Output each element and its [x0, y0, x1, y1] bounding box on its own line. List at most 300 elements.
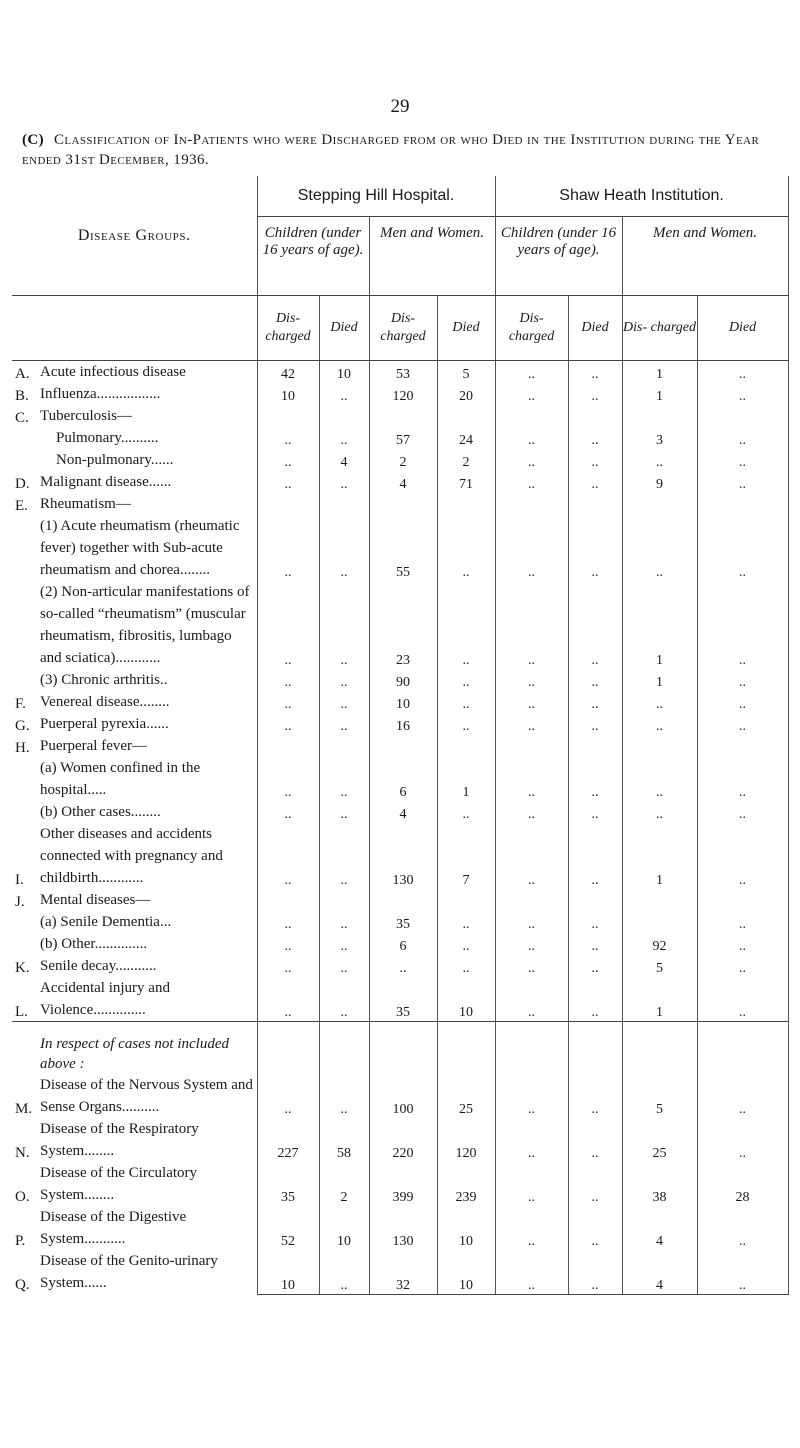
value-cell: .. [622, 713, 697, 735]
table-row [12, 889, 788, 911]
col-header-died: Died [319, 296, 369, 361]
row-letter: A. [15, 366, 30, 382]
value-cell: .. [437, 669, 495, 691]
row-label-cell [12, 823, 257, 889]
row-label-cell [12, 735, 257, 757]
row-label: (a) Senile Dementia... [40, 914, 172, 930]
row-label-cell [12, 471, 257, 493]
value-cell [495, 493, 568, 515]
value-cell [437, 405, 495, 427]
value-cell [697, 493, 788, 515]
value-cell [437, 889, 495, 911]
value-cell: 52 [257, 1206, 319, 1250]
value-cell: .. [568, 515, 622, 581]
row-label-cell [12, 691, 257, 713]
value-cell: .. [495, 691, 568, 713]
blank-cell [12, 296, 257, 361]
row-label: (3) Chronic arthritis.. [40, 672, 168, 688]
row-letter: K. [15, 960, 30, 976]
row-letter: M. [15, 1101, 33, 1117]
row-letter: H. [15, 740, 30, 756]
table-row [12, 427, 788, 449]
value-cell [568, 735, 622, 757]
value-cell: 57 [369, 427, 437, 449]
row-letter: C. [15, 410, 29, 426]
col-header-died: Died [437, 296, 495, 361]
table-row [12, 735, 788, 757]
table-row [12, 933, 788, 955]
row-letter: B. [15, 388, 29, 404]
value-cell: .. [697, 823, 788, 889]
value-cell: 130 [369, 1206, 437, 1250]
value-cell: 10 [257, 383, 319, 405]
row-label-cell [12, 1162, 257, 1206]
value-cell: .. [319, 977, 369, 1022]
value-cell: .. [319, 515, 369, 581]
stepping-hill-header: Stepping Hill Hospital. [257, 176, 495, 217]
row-letter: I. [15, 872, 24, 888]
table-row [12, 449, 788, 471]
value-cell [319, 405, 369, 427]
value-cell: 53 [369, 361, 437, 384]
row-label: Mental diseases— [40, 892, 151, 908]
row-label-cell [12, 669, 257, 691]
value-cell: .. [568, 1074, 622, 1118]
value-cell: 100 [369, 1074, 437, 1118]
value-cell: 10 [437, 1206, 495, 1250]
value-cell: .. [622, 515, 697, 581]
value-cell: .. [369, 955, 437, 977]
row-label: Disease of the Nervous System and Sense Organs.......... [40, 1077, 253, 1115]
page-number: 29 [390, 96, 410, 117]
row-label-cell [12, 383, 257, 405]
value-cell: 28 [697, 1162, 788, 1206]
value-cell [622, 889, 697, 911]
row-label: Venereal disease........ [40, 694, 170, 710]
row-label: (a) Women confined in the hospital..... [40, 760, 201, 798]
value-cell: 10 [319, 361, 369, 384]
value-cell: 42 [257, 361, 319, 384]
blank-cell [257, 1022, 319, 1075]
value-cell: .. [697, 471, 788, 493]
value-cell: 120 [437, 1118, 495, 1162]
value-cell: .. [319, 911, 369, 933]
value-cell: .. [319, 713, 369, 735]
value-cell: .. [568, 713, 622, 735]
row-letter: Q. [15, 1277, 30, 1293]
value-cell: .. [697, 955, 788, 977]
row-label-cell [12, 1074, 257, 1118]
value-cell: 58 [319, 1118, 369, 1162]
value-cell: 4 [369, 471, 437, 493]
row-label-cell [12, 405, 257, 427]
value-cell: .. [495, 361, 568, 384]
value-cell: 92 [622, 933, 697, 955]
value-cell: .. [697, 1074, 788, 1118]
value-cell: .. [568, 449, 622, 471]
value-cell: .. [495, 1206, 568, 1250]
table-row [12, 911, 788, 933]
value-cell: 24 [437, 427, 495, 449]
value-cell: .. [568, 383, 622, 405]
value-cell: 239 [437, 1162, 495, 1206]
table-row [12, 757, 788, 801]
blank-cell [495, 1022, 568, 1075]
value-cell [319, 493, 369, 515]
col-header-discharged: Dis- charged [369, 296, 437, 361]
row-label-cell [12, 1118, 257, 1162]
value-cell: .. [568, 757, 622, 801]
value-cell: .. [568, 361, 622, 384]
value-cell: .. [257, 691, 319, 713]
value-cell: 2 [369, 449, 437, 471]
table-row [12, 977, 788, 1022]
value-cell: .. [495, 515, 568, 581]
value-cell: .. [495, 471, 568, 493]
value-cell: 10 [437, 977, 495, 1022]
value-cell: .. [257, 955, 319, 977]
group-adults-sh: Men and Women. [369, 217, 495, 296]
value-cell: .. [622, 757, 697, 801]
value-cell: 71 [437, 471, 495, 493]
value-cell: 35 [257, 1162, 319, 1206]
value-cell [369, 889, 437, 911]
value-cell: 3 [622, 427, 697, 449]
row-label: Disease of the Digestive System........... [40, 1209, 187, 1247]
value-cell: .. [568, 471, 622, 493]
value-cell: .. [622, 691, 697, 713]
value-cell [369, 735, 437, 757]
value-cell [568, 405, 622, 427]
value-cell: .. [319, 669, 369, 691]
value-cell: 2 [319, 1162, 369, 1206]
value-cell: .. [568, 933, 622, 955]
row-letter: J. [15, 894, 25, 910]
value-cell [622, 405, 697, 427]
row-label-cell [12, 1250, 257, 1294]
value-cell: .. [319, 801, 369, 823]
value-cell: 9 [622, 471, 697, 493]
blank-cell [622, 1022, 697, 1075]
value-cell: .. [437, 801, 495, 823]
value-cell [319, 735, 369, 757]
group-children-sh: Children (under 16 years of age). [257, 217, 369, 296]
table-row [12, 801, 788, 823]
value-cell: .. [568, 955, 622, 977]
value-cell: .. [257, 669, 319, 691]
row-label: Rheumatism— [40, 496, 131, 512]
value-cell: .. [568, 823, 622, 889]
value-cell: .. [697, 1118, 788, 1162]
value-cell: 4 [622, 1206, 697, 1250]
value-cell: .. [495, 977, 568, 1022]
value-cell: .. [319, 471, 369, 493]
value-cell: 25 [622, 1118, 697, 1162]
table-row [12, 1206, 788, 1250]
blank-cell [697, 1022, 788, 1075]
value-cell: .. [697, 977, 788, 1022]
disease-groups-header: Disease Groups. [12, 176, 257, 296]
value-cell: .. [697, 1206, 788, 1250]
value-cell: .. [568, 427, 622, 449]
value-cell: 20 [437, 383, 495, 405]
value-cell: .. [495, 823, 568, 889]
value-cell: .. [319, 955, 369, 977]
value-cell: .. [622, 801, 697, 823]
value-cell: .. [319, 383, 369, 405]
row-letter: F. [15, 696, 26, 712]
blank-cell [437, 1022, 495, 1075]
table-row [12, 1118, 788, 1162]
inpatient-classification-table [12, 176, 789, 1295]
row-label: (2) Non-articular manifestations of so-called “rheumatism” (muscular rheumatism, fibrositis, lumbago and sciatica)............ [40, 584, 250, 666]
value-cell: .. [257, 757, 319, 801]
caption-label: (C) [22, 132, 45, 148]
value-cell [697, 889, 788, 911]
table-row [12, 1074, 788, 1118]
value-cell [495, 889, 568, 911]
value-cell: 10 [369, 691, 437, 713]
value-cell: .. [257, 713, 319, 735]
value-cell: .. [697, 691, 788, 713]
row-label: Malignant disease...... [40, 474, 172, 490]
value-cell: 6 [369, 933, 437, 955]
row-label-cell [12, 1206, 257, 1250]
value-cell: .. [697, 515, 788, 581]
table-row [12, 405, 788, 427]
table-row [12, 955, 788, 977]
value-cell: .. [257, 977, 319, 1022]
value-cell: .. [622, 449, 697, 471]
blank-cell [568, 1022, 622, 1075]
value-cell: .. [257, 581, 319, 669]
value-cell: .. [437, 955, 495, 977]
col-header-discharged: Dis- charged [257, 296, 319, 361]
value-cell [319, 889, 369, 911]
col-header-discharged: Dis- charged [495, 296, 568, 361]
blank-cell [369, 1022, 437, 1075]
row-letter: O. [15, 1189, 30, 1205]
value-cell: 4 [369, 801, 437, 823]
row-label-cell [12, 493, 257, 515]
value-cell: .. [697, 933, 788, 955]
row-label: Senile decay........... [40, 958, 157, 974]
row-label: Acute infectious disease [40, 364, 186, 380]
table-row [12, 713, 788, 735]
value-cell: .. [697, 449, 788, 471]
row-label-cell [12, 889, 257, 911]
value-cell: .. [437, 911, 495, 933]
value-cell [622, 493, 697, 515]
value-cell: .. [319, 691, 369, 713]
value-cell: .. [437, 933, 495, 955]
value-cell: .. [495, 669, 568, 691]
value-cell: .. [697, 713, 788, 735]
value-cell: .. [437, 691, 495, 713]
value-cell [495, 405, 568, 427]
value-cell: 38 [622, 1162, 697, 1206]
value-cell: .. [319, 427, 369, 449]
value-cell: 35 [369, 911, 437, 933]
value-cell [697, 735, 788, 757]
value-cell: .. [257, 823, 319, 889]
row-label-cell [12, 449, 257, 471]
row-letter: P. [15, 1233, 26, 1249]
row-label: (b) Other cases........ [40, 804, 161, 820]
value-cell: 4 [319, 449, 369, 471]
value-cell: 1 [622, 823, 697, 889]
row-label: Other diseases and accidents connected with pregnancy and childbirth............ [40, 826, 223, 886]
value-cell [495, 735, 568, 757]
value-cell: 23 [369, 581, 437, 669]
row-label: Tuberculosis— [40, 408, 132, 424]
row-letter: L. [15, 1004, 28, 1020]
value-cell: 1 [437, 757, 495, 801]
table-row [12, 383, 788, 405]
value-cell: .. [697, 427, 788, 449]
value-cell: 10 [437, 1250, 495, 1294]
value-cell: 5 [622, 1074, 697, 1118]
value-cell: 5 [622, 955, 697, 977]
value-cell: .. [319, 823, 369, 889]
value-cell: .. [568, 1250, 622, 1294]
value-cell [437, 493, 495, 515]
value-cell: .. [319, 581, 369, 669]
row-letter: D. [15, 476, 30, 492]
value-cell: 1 [622, 669, 697, 691]
value-cell [257, 735, 319, 757]
row-label-cell [12, 361, 257, 384]
table-caption [22, 130, 782, 170]
table-row [12, 581, 788, 669]
value-cell: 55 [369, 515, 437, 581]
row-label: (b) Other.............. [40, 936, 148, 952]
value-cell: .. [697, 801, 788, 823]
row-label-cell [12, 757, 257, 801]
value-cell: .. [495, 801, 568, 823]
value-cell: .. [495, 757, 568, 801]
table-row [12, 471, 788, 493]
value-cell: .. [568, 801, 622, 823]
table-row [12, 515, 788, 581]
value-cell: .. [568, 911, 622, 933]
row-label: Disease of the Genito-urinary System...... [40, 1253, 218, 1291]
value-cell: 90 [369, 669, 437, 691]
value-cell: 120 [369, 383, 437, 405]
value-cell: 220 [369, 1118, 437, 1162]
value-cell [257, 405, 319, 427]
col-header-discharged: Dis- charged [622, 296, 697, 361]
value-cell: .. [697, 383, 788, 405]
value-cell: 399 [369, 1162, 437, 1206]
row-label-cell [12, 801, 257, 823]
value-cell: .. [495, 933, 568, 955]
value-cell: .. [495, 911, 568, 933]
value-cell: 1 [622, 361, 697, 384]
value-cell: .. [495, 1118, 568, 1162]
row-letter: G. [15, 718, 30, 734]
value-cell: 25 [437, 1074, 495, 1118]
value-cell: .. [495, 449, 568, 471]
value-cell: 7 [437, 823, 495, 889]
value-cell [622, 735, 697, 757]
value-cell [369, 493, 437, 515]
value-cell: 1 [622, 581, 697, 669]
table-row [12, 493, 788, 515]
table-row [12, 361, 788, 384]
table-row [12, 691, 788, 713]
value-cell: .. [495, 581, 568, 669]
value-cell [257, 889, 319, 911]
shaw-heath-header: Shaw Heath Institution. [495, 176, 788, 217]
row-label: Disease of the Circulatory System........ [40, 1165, 198, 1203]
value-cell: .. [257, 801, 319, 823]
value-cell: .. [257, 911, 319, 933]
value-cell: .. [495, 383, 568, 405]
row-label: (1) Acute rheumatism (rheumatic fever) together with Sub-acute rheumatism and chorea........ [40, 518, 240, 578]
row-label: Puerperal pyrexia...... [40, 716, 169, 732]
value-cell [568, 889, 622, 911]
row-label-cell [12, 977, 257, 1022]
value-cell: .. [697, 669, 788, 691]
value-cell: .. [257, 515, 319, 581]
value-cell: .. [697, 1250, 788, 1294]
value-cell: .. [319, 933, 369, 955]
row-label: Non-pulmonary...... [56, 452, 174, 468]
group-children-shi: Children (under 16 years of age). [495, 217, 622, 296]
value-cell: .. [568, 1162, 622, 1206]
value-cell: .. [495, 713, 568, 735]
value-cell: .. [568, 1118, 622, 1162]
value-cell: .. [319, 1250, 369, 1294]
value-cell: .. [495, 1162, 568, 1206]
caption-text: Classification of In-Patients who were Discharged from or who Died in the Institution during the Year ended 31st December, 1936. [22, 132, 760, 168]
value-cell: .. [568, 669, 622, 691]
value-cell: 2 [437, 449, 495, 471]
row-label: Pulmonary.......... [56, 430, 159, 446]
row-label: Disease of the Respiratory System........ [40, 1121, 199, 1159]
value-cell: .. [437, 515, 495, 581]
value-cell: .. [697, 581, 788, 669]
row-label-cell [12, 581, 257, 669]
value-cell: .. [568, 1206, 622, 1250]
value-cell: .. [257, 471, 319, 493]
row-label: Puerperal fever— [40, 738, 148, 754]
blank-cell [319, 1022, 369, 1075]
value-cell: .. [257, 933, 319, 955]
value-cell: .. [495, 427, 568, 449]
value-cell: 10 [319, 1206, 369, 1250]
value-cell: 130 [369, 823, 437, 889]
table-row [12, 823, 788, 889]
value-cell: .. [568, 977, 622, 1022]
value-cell: 6 [369, 757, 437, 801]
table-row [12, 669, 788, 691]
value-cell: .. [257, 449, 319, 471]
value-cell [568, 493, 622, 515]
value-cell: .. [697, 911, 788, 933]
value-cell: 32 [369, 1250, 437, 1294]
value-cell: .. [437, 581, 495, 669]
row-letter: N. [15, 1145, 30, 1161]
row-label: Influenza................. [40, 386, 161, 402]
value-cell: 1 [622, 977, 697, 1022]
col-header-died: Died [568, 296, 622, 361]
value-cell: .. [697, 361, 788, 384]
value-cell [257, 493, 319, 515]
value-cell: .. [257, 1074, 319, 1118]
group-adults-shi: Men and Women. [622, 217, 788, 296]
